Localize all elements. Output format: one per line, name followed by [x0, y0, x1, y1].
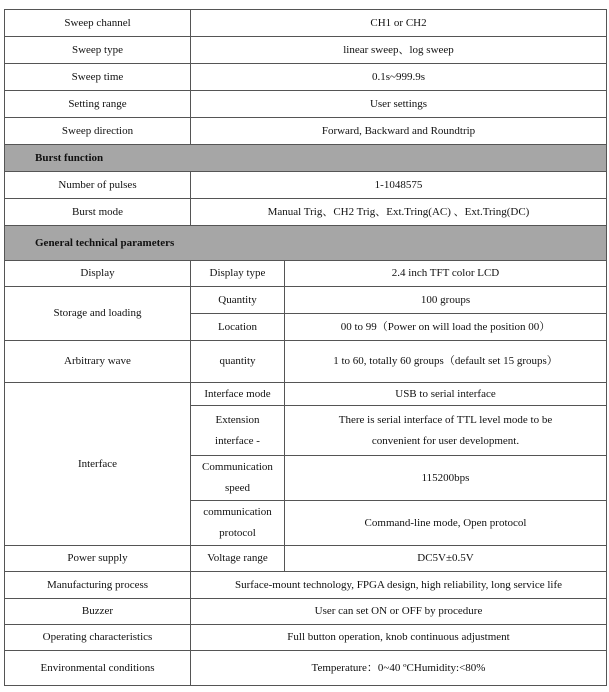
- row-label: Interface: [5, 383, 191, 546]
- row-sublabel: [191, 406, 285, 456]
- row-value: 115200bps: [285, 456, 607, 501]
- row-label: Environmental conditions: [5, 651, 191, 686]
- row-label: Manufacturing process: [5, 572, 191, 599]
- table-row: [5, 172, 607, 199]
- row-label: Power supply: [5, 546, 191, 572]
- extension-value-line1: There is serial interface of TTL level mode to be: [338, 413, 553, 426]
- row-sublabel: Voltage range: [191, 546, 285, 572]
- row-value: DC5V±0.5V: [285, 546, 607, 572]
- row-label: Number of pulses: [5, 172, 191, 199]
- table-row: [5, 546, 607, 572]
- row-value: 1-1048575: [191, 172, 607, 199]
- table-row: [5, 599, 607, 625]
- row-label: Setting range: [5, 91, 191, 118]
- row-label: Storage and loading: [5, 287, 191, 341]
- table-row: [5, 10, 607, 37]
- row-label: Operating characteristics: [5, 625, 191, 651]
- table-row: [5, 625, 607, 651]
- table-row: [5, 91, 607, 118]
- row-value: 2.4 inch TFT color LCD: [285, 261, 607, 287]
- row-value: Surface-mount technology, FPGA design, high reliability, long service life: [191, 572, 607, 599]
- row-label: Sweep channel: [5, 10, 191, 37]
- row-value: User settings: [191, 91, 607, 118]
- table-row: [5, 261, 607, 287]
- section-header-burst: Burst function: [5, 145, 607, 172]
- table-row: [5, 651, 607, 686]
- extension-label-line2: interface -: [215, 434, 260, 447]
- row-label: Buzzer: [5, 599, 191, 625]
- row-value: 00 to 99（Power on will load the position 00）: [285, 314, 607, 341]
- table-row: [5, 383, 607, 406]
- extension-value-line2: convenient for user development.: [371, 434, 520, 447]
- row-value: CH1 or CH2: [191, 10, 607, 37]
- row-label: Arbitrary wave: [5, 341, 191, 383]
- extension-label-line1: Extension: [215, 413, 260, 426]
- table-row: [5, 199, 607, 226]
- section-header-general: General technical parameters: [5, 226, 607, 261]
- row-label: Sweep direction: [5, 118, 191, 145]
- table-row: [5, 572, 607, 599]
- speed-label-line1: Communication: [202, 461, 273, 473]
- row-sublabel: Display type: [191, 261, 285, 287]
- section-header-row: [5, 145, 607, 172]
- row-sublabel: Location: [191, 314, 285, 341]
- row-value: Manual Trig、CH2 Trig、Ext.Tring(AC) 、Ext.Tring(DC): [191, 199, 607, 226]
- row-value: 1 to 60, totally 60 groups（default set 15 groups）: [285, 341, 607, 383]
- row-value: Full button operation, knob continuous adjustment: [191, 625, 607, 651]
- row-sublabel: [191, 456, 285, 501]
- row-label: Sweep type: [5, 37, 191, 64]
- row-value: Temperature：0~40 ºCHumidity:<80%: [191, 651, 607, 686]
- table-row: [5, 341, 607, 383]
- table-row: [5, 37, 607, 64]
- row-sublabel: quantity: [191, 341, 285, 383]
- row-value: [285, 406, 607, 456]
- row-label: Burst mode: [5, 199, 191, 226]
- row-value: Forward, Backward and Roundtrip: [191, 118, 607, 145]
- protocol-label-line1: communication: [203, 506, 272, 518]
- spec-table: [4, 9, 607, 686]
- row-value: USB to serial interface: [285, 383, 607, 406]
- row-value: Command-line mode, Open protocol: [285, 501, 607, 546]
- row-value: linear sweep、log sweep: [191, 37, 607, 64]
- row-sublabel: Quantity: [191, 287, 285, 314]
- speed-label-line2: speed: [224, 482, 251, 494]
- row-sublabel: [191, 501, 285, 546]
- section-header-row: [5, 226, 607, 261]
- row-label: Display: [5, 261, 191, 287]
- protocol-label-line2: protocol: [219, 527, 256, 539]
- table-row: [5, 64, 607, 91]
- table-row: [5, 118, 607, 145]
- row-sublabel: Interface mode: [191, 383, 285, 406]
- row-value: 0.1s~999.9s: [191, 64, 607, 91]
- row-value: 100 groups: [285, 287, 607, 314]
- row-value: User can set ON or OFF by procedure: [191, 599, 607, 625]
- table-row: [5, 287, 607, 314]
- row-label: Sweep time: [5, 64, 191, 91]
